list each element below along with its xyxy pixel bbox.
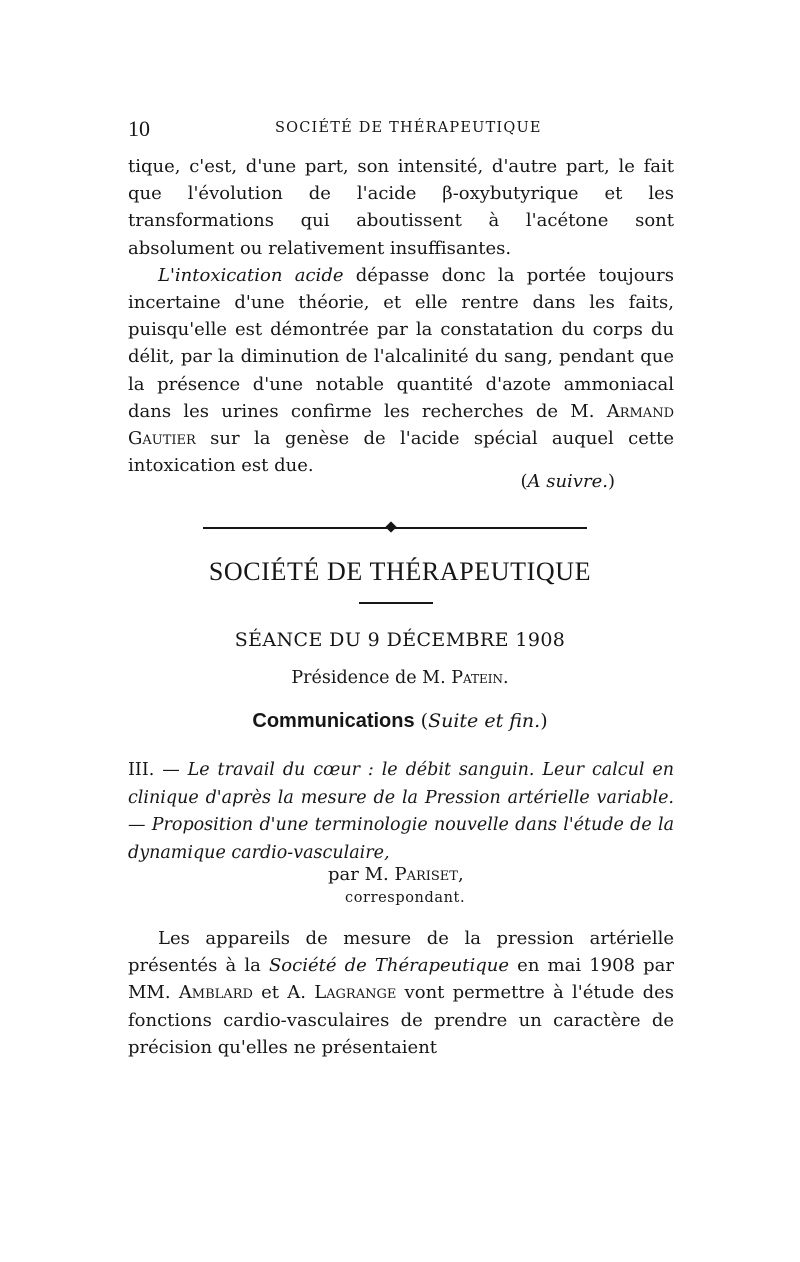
to-be-continued: [520, 471, 615, 492]
paragraph-text-end: sur la genèse de l'acide spécial auquel cette intoxication est due.: [128, 428, 674, 477]
byline-prefix: par M.: [328, 864, 395, 885]
body-text-start: Les appareils de mesure de la pression artérielle présentés à la: [128, 928, 674, 977]
communications-heading: [0, 710, 800, 733]
running-title: SOCIÉTÉ DE THÉRAPEUTIQUE: [275, 120, 542, 136]
society-name-italic: Société de Thérapeutique: [268, 955, 510, 977]
author-amblard: Amblard: [178, 982, 253, 1004]
presidency-line: [0, 668, 800, 688]
section-title: SOCIÉTÉ DE THÉRAPEUTIQUE: [208, 557, 592, 586]
running-head: [128, 116, 674, 140]
paragraph-text: dépasse donc la portée toujours incertaine d'une théorie, et elle rentre dans les faits, puisqu'elle est démontrée par la constatation du corps du délit, par la diminution de l'alcalinité du sang, pendant que la présence d'une notable quantité d'azote ammoniacal dans les urines confirme les recherches de M.: [128, 264, 675, 422]
note-open: (: [414, 710, 429, 732]
ornament-divider: [203, 520, 587, 536]
session-title: SÉANCE DU 9 DÉCEMBRE 1908: [234, 629, 566, 651]
author-name: Pariset: [394, 864, 458, 885]
presidency-prefix: Présidence de M.: [291, 668, 452, 688]
paragraph-continuation: tique, c'est, d'une part, son intensité, d'autre part, le fait que l'évolution de l'acide β-oxybutyrique et les transformations qui aboutissent à l'acétone sont absolument ou relativement insuffisantes.: [128, 156, 674, 259]
paper-title-text: Le travail du cœur : le débit sanguin. Leur calcul en clinique d'après la mesure de la Pression artérielle variable. — Proposition d'une terminologie nouvelle dans l'étude de la dynamique cardio-vasculaire,: [128, 760, 674, 863]
diamond-ornament-icon: [385, 521, 396, 532]
paragraph-intoxication: [128, 262, 674, 480]
communications-note: Suite et fin.: [428, 710, 541, 732]
body-text-end: vont permettre à l'étude des fonctions cardio-vasculaires de prendre un caractère de précision qu'elles ne présentaient: [128, 982, 674, 1058]
body-text-middle: en mai 1908 par MM.: [128, 955, 674, 1004]
top-text-block: [128, 153, 674, 479]
author-affiliation: correspondant.: [345, 890, 466, 906]
paren-close: ): [607, 471, 615, 492]
italic-term: L'intoxication acide: [158, 264, 344, 286]
cited-name: Armand Gautier: [128, 400, 674, 450]
short-divider: [359, 602, 433, 604]
page-number: 10: [128, 116, 150, 141]
author-byline: [328, 864, 464, 885]
paren-open: (: [520, 471, 528, 492]
paper-number: III. —: [128, 760, 188, 780]
author-lagrange: Lagrange: [314, 982, 397, 1004]
byline-suffix: ,: [457, 864, 464, 885]
a-suivre-label: A suivre.: [527, 471, 608, 492]
presidency-suffix: .: [503, 668, 509, 688]
body-text-and: et A.: [252, 982, 315, 1004]
president-name: Patein: [451, 668, 503, 688]
communications-label: Communications: [252, 710, 415, 732]
paragraph-appareils: [128, 925, 674, 1061]
paper-title: [128, 757, 674, 867]
body-text-block: [128, 925, 674, 1061]
note-close: ): [540, 710, 548, 732]
